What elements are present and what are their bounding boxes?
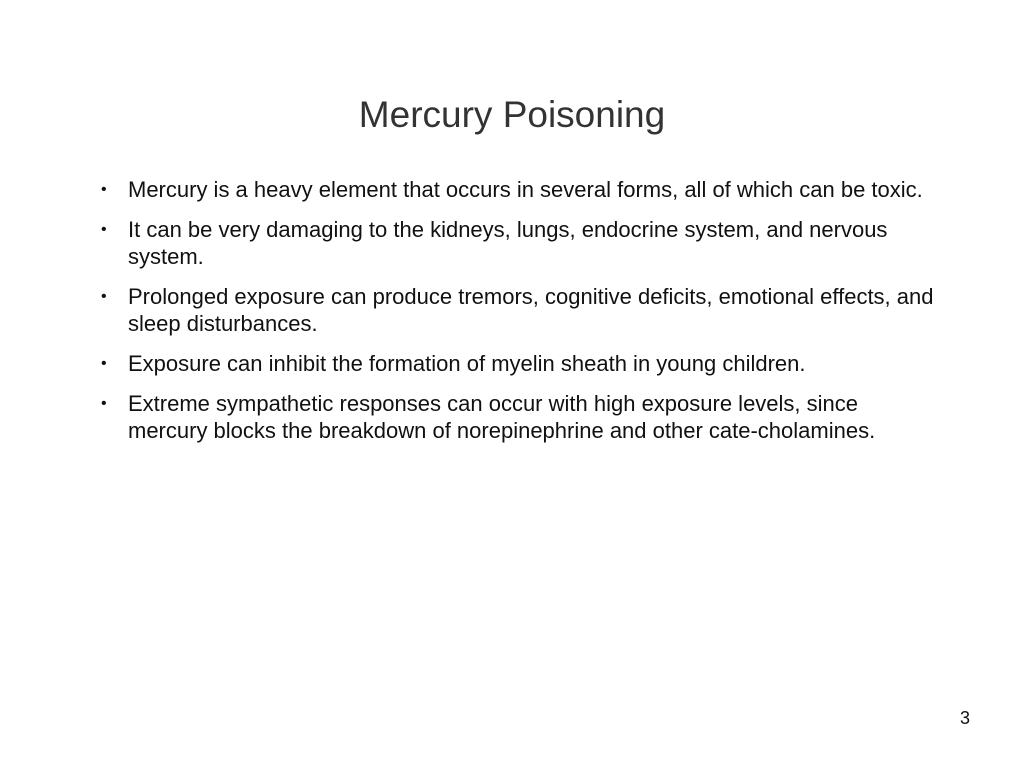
bullet-item-5 (101, 390, 938, 444)
bullet-item-4 (101, 350, 938, 377)
bullet-icon: • (101, 355, 107, 372)
bullet-text: Extreme sympathetic responses can occur with high exposure levels, since mercury blocks the breakdown of norepinephrine and other cate-cholamines. (128, 391, 876, 443)
bullet-text: Mercury is a heavy element that occurs in several forms, all of which can be toxic. (128, 177, 923, 202)
page-number: 3 (959, 708, 970, 728)
slide-title: Mercury Poisoning (358, 94, 666, 135)
bullet-icon: • (101, 221, 107, 238)
bullet-list (101, 176, 938, 457)
bullet-item-1 (101, 176, 938, 203)
bullet-item-2 (101, 216, 938, 270)
bullet-item-3 (101, 283, 938, 337)
bullet-icon: • (101, 288, 107, 305)
bullet-text: Exposure can inhibit the formation of myelin sheath in young children. (128, 351, 806, 376)
bullet-text: Prolonged exposure can produce tremors, cognitive deficits, emotional effects, and sleep disturbances. (128, 284, 934, 336)
bullet-text: It can be very damaging to the kidneys, lungs, endocrine system, and nervous system. (128, 217, 888, 269)
bullet-icon: • (101, 181, 107, 198)
bullet-icon: • (101, 395, 107, 412)
